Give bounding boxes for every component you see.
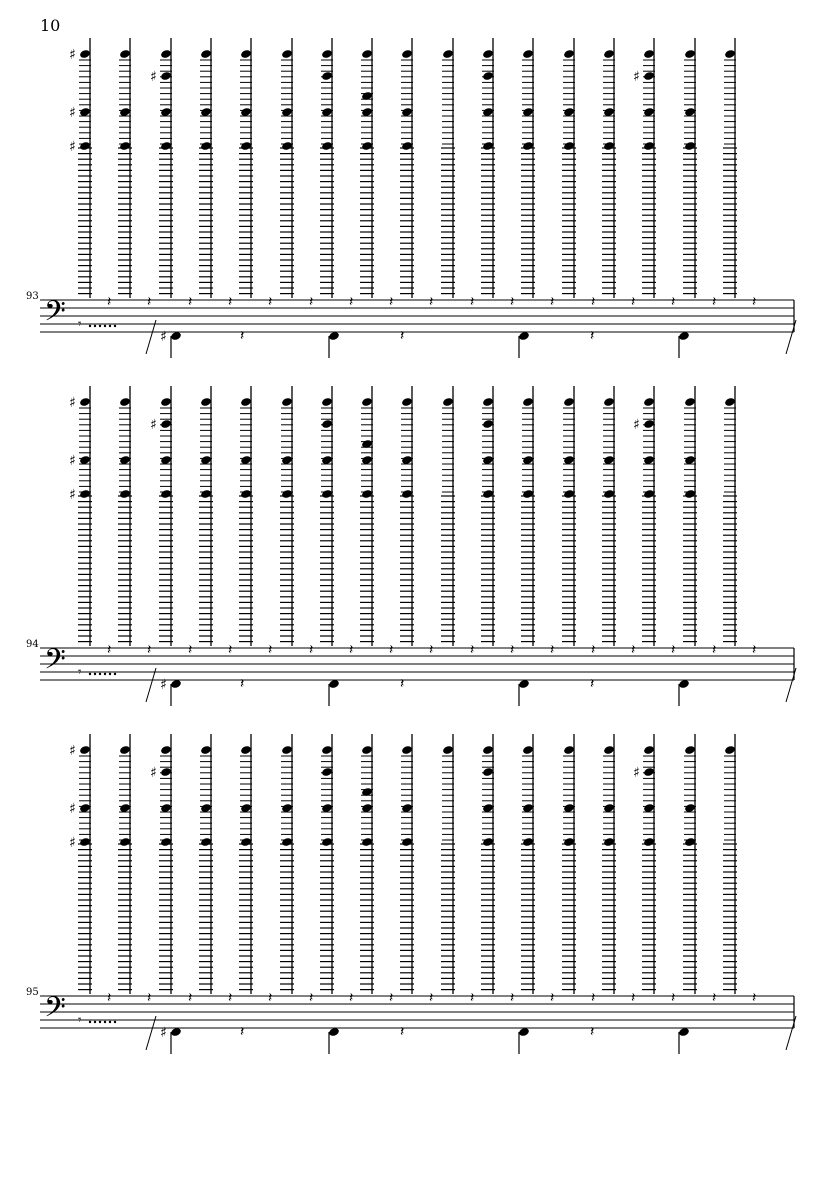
note-head xyxy=(522,141,534,151)
note-head xyxy=(684,745,696,755)
note-head xyxy=(603,141,615,151)
note-head xyxy=(442,397,454,407)
note-head xyxy=(361,489,373,499)
note-head xyxy=(281,397,293,407)
quarter-rest-icon: 𝄽 xyxy=(349,642,354,658)
note-head xyxy=(119,397,131,407)
note-head xyxy=(684,397,696,407)
quarter-rest-icon: 𝄽 xyxy=(107,642,112,658)
augmentation-dot xyxy=(94,325,96,327)
note-head xyxy=(361,49,373,59)
note-head xyxy=(160,837,172,847)
quarter-rest-icon: 𝄽 xyxy=(429,642,434,658)
quarter-rest-icon: 𝄽 xyxy=(550,642,555,658)
augmentation-dot xyxy=(89,1021,91,1023)
note-head xyxy=(240,49,252,59)
quarter-rest-icon: 𝄽 xyxy=(147,642,152,658)
quarter-rest-icon: 𝄽 xyxy=(107,990,112,1006)
note-head xyxy=(200,141,212,151)
augmentation-dot xyxy=(114,1021,116,1023)
quarter-rest-icon: 𝄽 xyxy=(228,990,233,1006)
quarter-rest-icon: 𝄽 xyxy=(590,676,595,692)
quarter-rest-icon: 𝄽 xyxy=(631,294,636,310)
note-head xyxy=(361,837,373,847)
quarter-rest-icon: 𝄽 xyxy=(752,642,757,658)
note-head xyxy=(442,745,454,755)
sharp-icon: ♯ xyxy=(69,139,76,155)
note-head xyxy=(79,745,91,755)
note-head xyxy=(321,767,333,777)
quarter-rest-icon: 𝄽 xyxy=(240,676,245,692)
sharp-icon: ♯ xyxy=(150,765,157,781)
note-head xyxy=(442,49,454,59)
note-head xyxy=(684,837,696,847)
note-head xyxy=(281,49,293,59)
eighth-rest-icon: 𝄾 xyxy=(78,317,82,332)
quarter-rest-icon: 𝄽 xyxy=(400,1024,405,1040)
note-head xyxy=(563,489,575,499)
note-head xyxy=(684,49,696,59)
note-head xyxy=(200,745,212,755)
quarter-rest-icon: 𝄽 xyxy=(240,328,245,344)
note-head xyxy=(119,141,131,151)
quarter-rest-icon: 𝄽 xyxy=(389,294,394,310)
quarter-rest-icon: 𝄽 xyxy=(309,990,314,1006)
note-head xyxy=(643,767,655,777)
augmentation-dot xyxy=(99,673,101,675)
note-head xyxy=(321,837,333,847)
note-head xyxy=(321,419,333,429)
note-head xyxy=(482,397,494,407)
grace-slash xyxy=(786,668,796,702)
note-head xyxy=(321,49,333,59)
measure-number: 94 xyxy=(26,639,39,650)
note-head xyxy=(482,49,494,59)
quarter-rest-icon: 𝄽 xyxy=(591,990,596,1006)
note-head xyxy=(482,489,494,499)
note-head xyxy=(200,397,212,407)
note-head xyxy=(522,49,534,59)
quarter-rest-icon: 𝄽 xyxy=(712,990,717,1006)
note-head xyxy=(160,141,172,151)
note-head xyxy=(79,837,91,847)
quarter-rest-icon: 𝄽 xyxy=(470,294,475,310)
note-head xyxy=(482,71,494,81)
note-head xyxy=(482,767,494,777)
augmentation-dot xyxy=(109,673,111,675)
note-head xyxy=(200,837,212,847)
quarter-rest-icon: 𝄽 xyxy=(349,294,354,310)
note-head xyxy=(160,49,172,59)
note-head xyxy=(603,837,615,847)
note-head xyxy=(401,745,413,755)
note-head xyxy=(160,489,172,499)
note-head xyxy=(240,837,252,847)
sharp-icon: ♯ xyxy=(69,105,76,121)
note-head xyxy=(724,49,736,59)
note-head xyxy=(281,745,293,755)
augmentation-dot xyxy=(109,1021,111,1023)
note-head xyxy=(160,397,172,407)
note-head xyxy=(643,837,655,847)
quarter-rest-icon: 𝄽 xyxy=(671,294,676,310)
quarter-rest-icon: 𝄽 xyxy=(349,990,354,1006)
grace-slash xyxy=(786,320,796,354)
quarter-rest-icon: 𝄽 xyxy=(268,294,273,310)
note-head xyxy=(522,837,534,847)
note-head xyxy=(603,745,615,755)
note-head xyxy=(563,745,575,755)
quarter-rest-icon: 𝄽 xyxy=(470,642,475,658)
note-head xyxy=(563,49,575,59)
grace-slash xyxy=(146,1016,156,1050)
augmentation-dot xyxy=(109,325,111,327)
grace-slash xyxy=(786,1016,796,1050)
note-head xyxy=(563,837,575,847)
quarter-rest-icon: 𝄽 xyxy=(188,642,193,658)
note-head xyxy=(643,397,655,407)
augmentation-dot xyxy=(104,673,106,675)
note-head xyxy=(321,745,333,755)
staff-system xyxy=(40,38,796,358)
sharp-icon: ♯ xyxy=(69,487,76,503)
sharp-icon: ♯ xyxy=(69,801,76,817)
note-head xyxy=(160,767,172,777)
bass-clef-icon: 𝄢 xyxy=(44,643,66,683)
measure-number: 93 xyxy=(26,291,39,302)
sharp-icon: ♯ xyxy=(633,765,640,781)
quarter-rest-icon: 𝄽 xyxy=(470,990,475,1006)
note-head xyxy=(321,489,333,499)
quarter-rest-icon: 𝄽 xyxy=(240,1024,245,1040)
bass-clef-icon: 𝄢 xyxy=(44,991,66,1031)
measure-number: 95 xyxy=(26,987,39,998)
note-head xyxy=(482,837,494,847)
note-head xyxy=(240,141,252,151)
note-head xyxy=(361,745,373,755)
note-head xyxy=(79,397,91,407)
quarter-rest-icon: 𝄽 xyxy=(228,642,233,658)
note-head xyxy=(643,49,655,59)
quarter-rest-icon: 𝄽 xyxy=(389,642,394,658)
sharp-icon: ♯ xyxy=(69,835,76,851)
quarter-rest-icon: 𝄽 xyxy=(510,642,515,658)
quarter-rest-icon: 𝄽 xyxy=(429,990,434,1006)
quarter-rest-icon: 𝄽 xyxy=(228,294,233,310)
quarter-rest-icon: 𝄽 xyxy=(309,642,314,658)
note-head xyxy=(79,49,91,59)
note-head xyxy=(240,745,252,755)
note-head xyxy=(401,397,413,407)
quarter-rest-icon: 𝄽 xyxy=(510,294,515,310)
quarter-rest-icon: 𝄽 xyxy=(389,990,394,1006)
note-head xyxy=(281,141,293,151)
quarter-rest-icon: 𝄽 xyxy=(590,328,595,344)
note-head xyxy=(563,397,575,407)
quarter-rest-icon: 𝄽 xyxy=(671,990,676,1006)
augmentation-dot xyxy=(89,325,91,327)
note-head xyxy=(240,397,252,407)
augmentation-dot xyxy=(94,673,96,675)
sharp-icon: ♯ xyxy=(69,743,76,759)
note-head xyxy=(522,745,534,755)
sharp-icon: ♯ xyxy=(69,47,76,63)
sharp-icon: ♯ xyxy=(69,395,76,411)
note-head xyxy=(482,141,494,151)
sharp-icon: ♯ xyxy=(150,417,157,433)
augmentation-dot xyxy=(89,673,91,675)
quarter-rest-icon: 𝄽 xyxy=(591,294,596,310)
quarter-rest-icon: 𝄽 xyxy=(429,294,434,310)
quarter-rest-icon: 𝄽 xyxy=(631,642,636,658)
note-head xyxy=(522,397,534,407)
note-head xyxy=(603,489,615,499)
note-head xyxy=(724,745,736,755)
note-head xyxy=(119,489,131,499)
quarter-rest-icon: 𝄽 xyxy=(107,294,112,310)
note-head xyxy=(643,745,655,755)
quarter-rest-icon: 𝄽 xyxy=(631,990,636,1006)
grace-slash xyxy=(146,320,156,354)
note-head xyxy=(724,397,736,407)
augmentation-dot xyxy=(99,1021,101,1023)
augmentation-dot xyxy=(114,673,116,675)
sharp-icon: ♯ xyxy=(69,453,76,469)
eighth-rest-icon: 𝄾 xyxy=(78,1013,82,1028)
quarter-rest-icon: 𝄽 xyxy=(188,990,193,1006)
quarter-rest-icon: 𝄽 xyxy=(550,294,555,310)
note-head xyxy=(240,489,252,499)
note-head xyxy=(401,49,413,59)
note-head xyxy=(603,49,615,59)
note-head xyxy=(160,419,172,429)
augmentation-dot xyxy=(99,325,101,327)
quarter-rest-icon: 𝄽 xyxy=(590,1024,595,1040)
note-head xyxy=(119,837,131,847)
note-head xyxy=(643,419,655,429)
staff-system xyxy=(40,734,796,1054)
note-head xyxy=(482,745,494,755)
quarter-rest-icon: 𝄽 xyxy=(188,294,193,310)
quarter-rest-icon: 𝄽 xyxy=(400,328,405,344)
quarter-rest-icon: 𝄽 xyxy=(671,642,676,658)
note-head xyxy=(119,49,131,59)
note-head xyxy=(603,397,615,407)
augmentation-dot xyxy=(114,325,116,327)
grace-slash xyxy=(146,668,156,702)
quarter-rest-icon: 𝄽 xyxy=(550,990,555,1006)
sharp-icon: ♯ xyxy=(633,69,640,85)
quarter-rest-icon: 𝄽 xyxy=(752,990,757,1006)
sharp-icon: ♯ xyxy=(633,417,640,433)
note-head xyxy=(361,397,373,407)
note-head xyxy=(79,489,91,499)
sharp-icon: ♯ xyxy=(160,329,167,345)
note-head xyxy=(79,141,91,151)
note-head xyxy=(281,489,293,499)
note-head xyxy=(200,489,212,499)
note-head xyxy=(401,489,413,499)
page-number: 10 xyxy=(40,16,61,35)
sharp-icon: ♯ xyxy=(160,677,167,693)
note-head xyxy=(643,489,655,499)
quarter-rest-icon: 𝄽 xyxy=(268,990,273,1006)
note-head xyxy=(200,49,212,59)
note-head xyxy=(160,71,172,81)
quarter-rest-icon: 𝄽 xyxy=(712,642,717,658)
bass-clef-icon: 𝄢 xyxy=(44,295,66,335)
note-head xyxy=(321,71,333,81)
note-head xyxy=(321,397,333,407)
quarter-rest-icon: 𝄽 xyxy=(268,642,273,658)
eighth-rest-icon: 𝄾 xyxy=(78,665,82,680)
note-head xyxy=(563,141,575,151)
quarter-rest-icon: 𝄽 xyxy=(309,294,314,310)
note-head xyxy=(361,141,373,151)
note-head xyxy=(321,141,333,151)
note-head xyxy=(684,489,696,499)
note-head xyxy=(643,141,655,151)
quarter-rest-icon: 𝄽 xyxy=(591,642,596,658)
note-head xyxy=(401,141,413,151)
note-head xyxy=(482,419,494,429)
sharp-icon: ♯ xyxy=(160,1025,167,1041)
quarter-rest-icon: 𝄽 xyxy=(752,294,757,310)
note-head xyxy=(160,745,172,755)
augmentation-dot xyxy=(94,1021,96,1023)
quarter-rest-icon: 𝄽 xyxy=(147,294,152,310)
staff-system xyxy=(40,386,796,706)
note-head xyxy=(119,745,131,755)
augmentation-dot xyxy=(104,325,106,327)
quarter-rest-icon: 𝄽 xyxy=(712,294,717,310)
note-head xyxy=(401,837,413,847)
sharp-icon: ♯ xyxy=(150,69,157,85)
quarter-rest-icon: 𝄽 xyxy=(400,676,405,692)
note-head xyxy=(684,141,696,151)
note-head xyxy=(281,837,293,847)
note-head xyxy=(643,71,655,81)
quarter-rest-icon: 𝄽 xyxy=(147,990,152,1006)
quarter-rest-icon: 𝄽 xyxy=(510,990,515,1006)
note-head xyxy=(522,489,534,499)
augmentation-dot xyxy=(104,1021,106,1023)
